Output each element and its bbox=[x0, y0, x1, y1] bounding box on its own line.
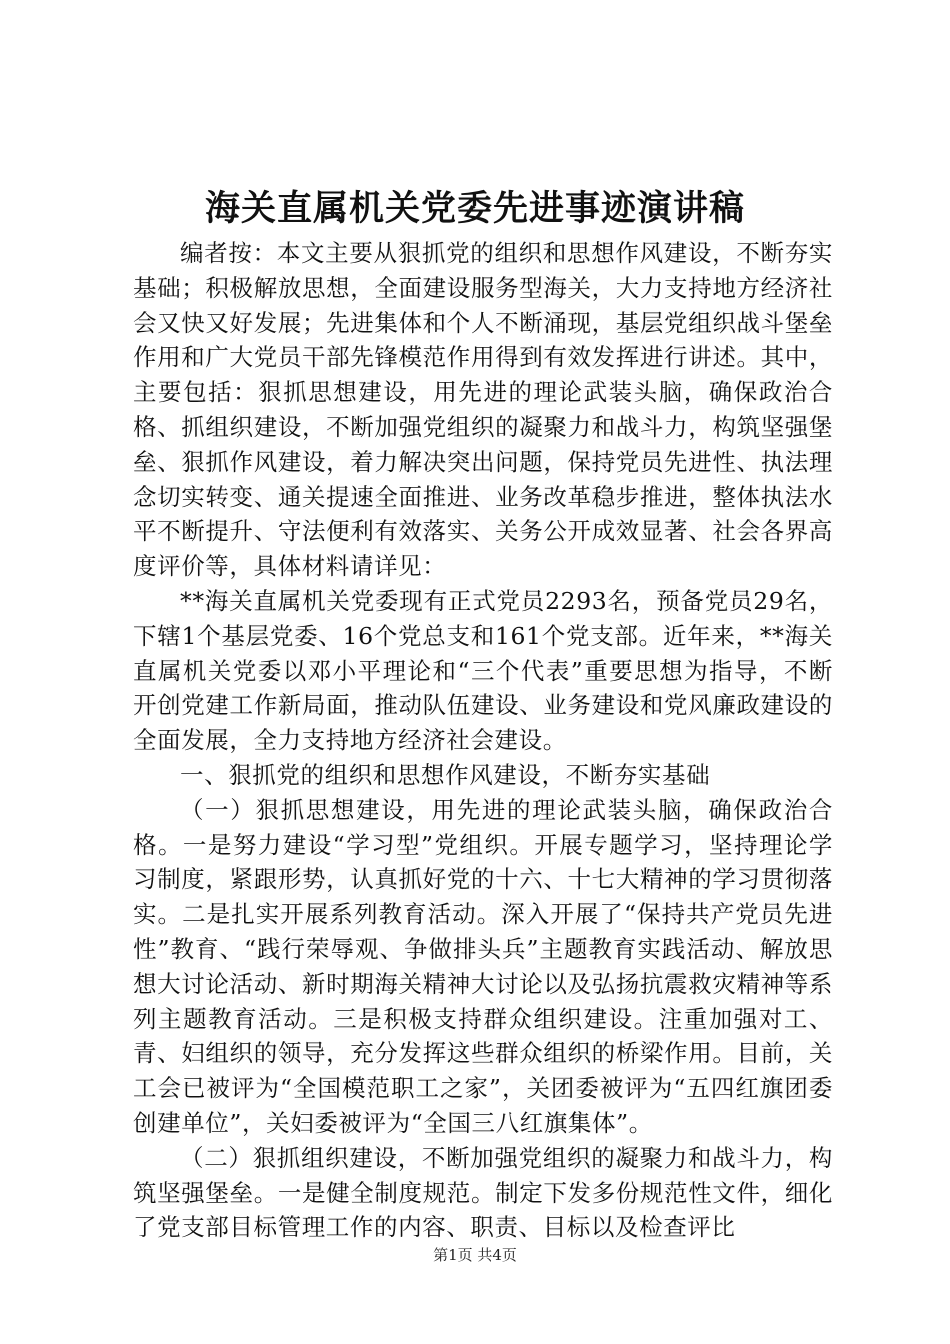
subsection-1-paragraph: （一）狠抓思想建设，用先进的理论武装头脑，确保政治合格。一是努力建设“学习型”党组织。开展专题学习，坚持理论学习制度，紧跟形势，认真抓好党的十六、十七大精神的学习贯彻落实。二是扎实开展系列教育活动。深入开展了“保持共产党员先进性”教育、“践行荣辱观、争做排头兵”主题教育实践活动、解放思想大讨论活动、新时期海关精神大讨论以及弘扬抗震救灾精神等系列主题教育活动。三是积极支持群众组织建设。注重加强对工、青、妇组织的领导，充分发挥这些群众组织的桥梁作用。目前，关工会已被评为“全国模范职工之家”，关团委被评为“五四红旗团委创建单位”，关妇委被评为“全国三八红旗集体”。 bbox=[133, 795, 833, 1137]
page-number-footer: 第1页 共4页 bbox=[433, 1246, 517, 1264]
subsection-2-paragraph: （二）狠抓组织建设，不断加强党组织的凝聚力和战斗力，构筑坚强堡垒。一是健全制度规范。制定下发多份规范性文件，细化了党支部目标管理工作的内容、职责、目标以及检查评比 bbox=[133, 1143, 833, 1242]
document-title: 海关直属机关党委先进事迹演讲稿 bbox=[204, 188, 745, 229]
intro-paragraph: **海关直属机关党委现有正式党员2293名，预备党员29名，下辖1个基层党委、16个党总支和161个党支部。近年来，**海关直属机关党委以邓小平理论和“三个代表”重要思想为指导，不断开创党建工作新局面，推动队伍建设、业务建设和党风廉政建设的全面发展，全力支持地方经济社会建设。 bbox=[133, 586, 833, 755]
document-body bbox=[133, 236, 833, 1245]
editor-note-paragraph: 编者按：本文主要从狠抓党的组织和思想作风建设，不断夯实基础；积极解放思想，全面建设服务型海关，大力支持地方经济社会又快又好发展；先进集体和个人不断涌现，基层党组织战斗堡垒作用和广大党员干部先锋模范作用得到有效发挥进行讲述。其中，主要包括：狠抓思想建设，用先进的理论武装头脑，确保政治合格、抓组织建设，不断加强党组织的凝聚力和战斗力，构筑坚强堡垒、狠抓作风建设，着力解决突出问题，保持党员先进性、执法理念切实转变、通关提速全面推进、业务改革稳步推进，整体执法水平不断提升、守法便利有效落实、关务公开成效显著、社会各界高度评价等，具体材料请详见： bbox=[133, 239, 833, 581]
section-heading-1: 一、狠抓党的组织和思想作风建设，不断夯实基础 bbox=[180, 760, 711, 789]
